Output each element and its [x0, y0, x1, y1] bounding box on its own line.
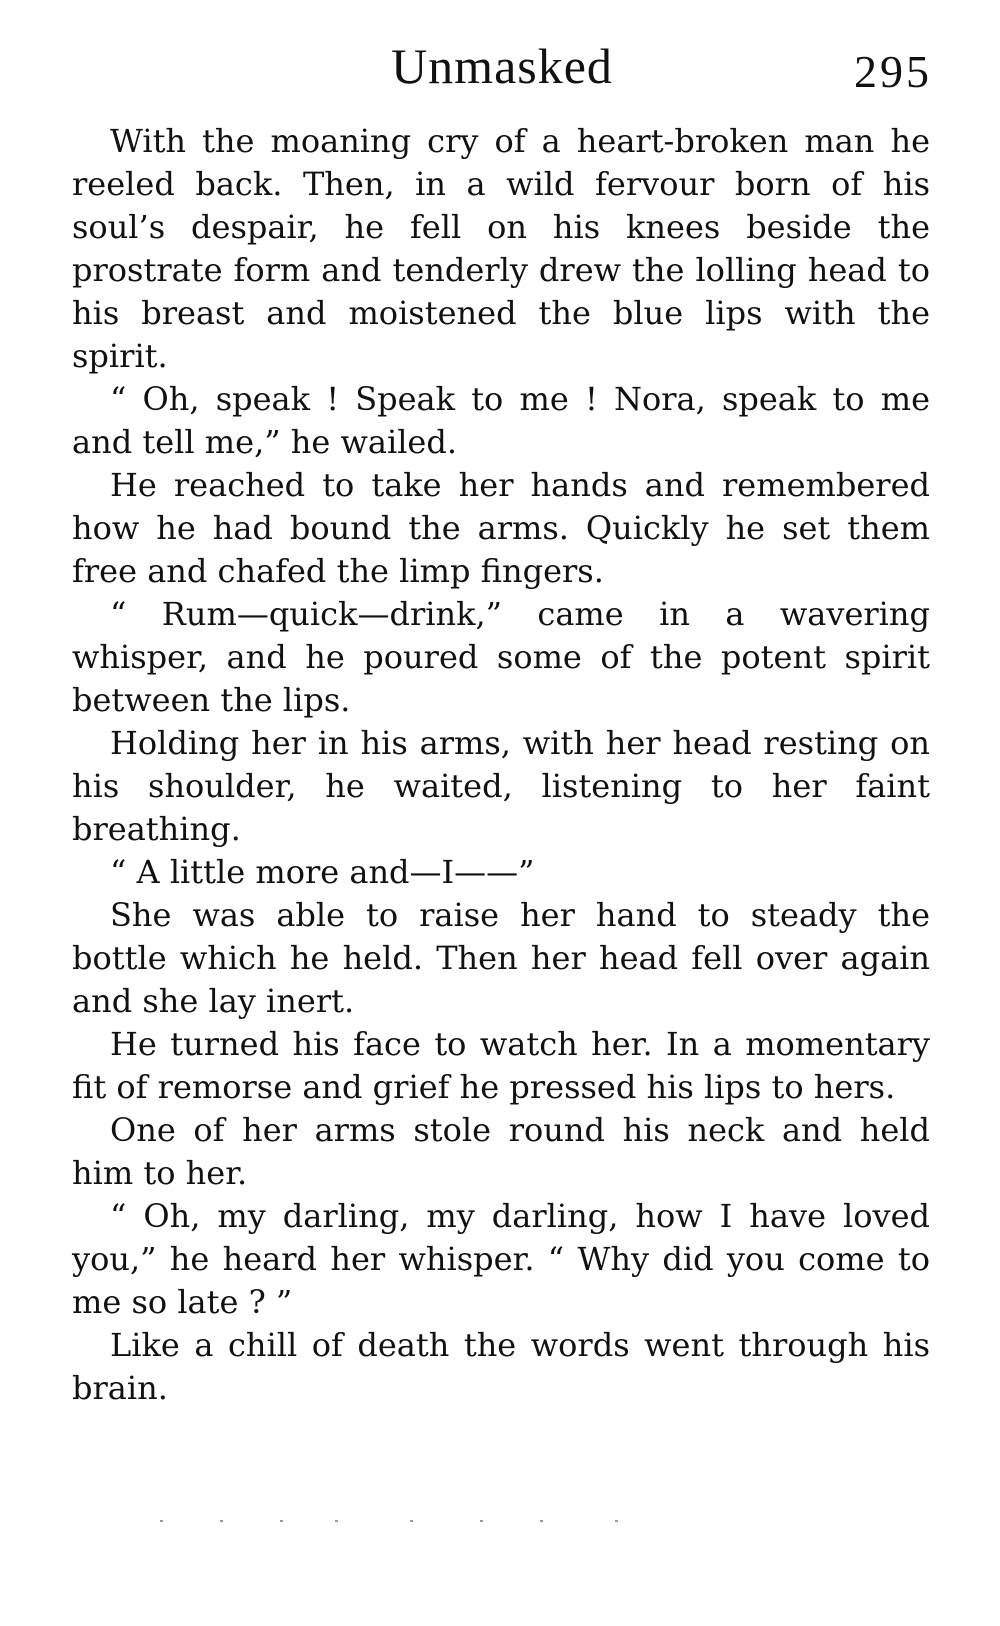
paragraph: Holding her in his arms, with her head resting on his shoulder, he waited, listening to her faint breathing.	[72, 724, 930, 848]
paragraph: He turned his face to watch her. In a momentary fit of remorse and grief he pressed his lips to hers.	[72, 1025, 930, 1106]
paragraph: “ Oh, my darling, my darling, how I have loved you,” he heard her whisper. “ Why did you come to me so late ? ”	[72, 1197, 930, 1321]
paragraph: He reached to take her hands and remembered how he had bound the arms. Quickly he set them free and chafed the limp fingers.	[72, 466, 930, 590]
body-text	[72, 120, 930, 1410]
scan-artifact-specks	[160, 1520, 640, 1524]
paragraph: “ Oh, speak ! Speak to me ! Nora, speak to me and tell me,” he wailed.	[72, 380, 930, 461]
running-title: Unmasked	[391, 38, 613, 94]
paragraph: With the moaning cry of a heart-broken man he reeled back. Then, in a wild fervour born of his soul’s despair, he fell on his knees beside the prostrate form and tenderly drew the lolling head to his breast and moistened the blue lips with the spirit.	[72, 122, 930, 375]
paragraph: She was able to raise her hand to steady the bottle which he held. Then her head fell over again and she lay inert.	[72, 896, 930, 1020]
paragraph: “ Rum—quick—drink,” came in a wavering whisper, and he poured some of the potent spirit between the lips.	[72, 595, 930, 719]
page-number: 295	[854, 46, 932, 97]
paragraph: Like a chill of death the words went through his brain.	[72, 1326, 930, 1407]
paragraph: “ A little more and—I——”	[110, 853, 535, 891]
page-header	[72, 36, 932, 96]
paragraph: One of her arms stole round his neck and held him to her.	[72, 1111, 930, 1192]
